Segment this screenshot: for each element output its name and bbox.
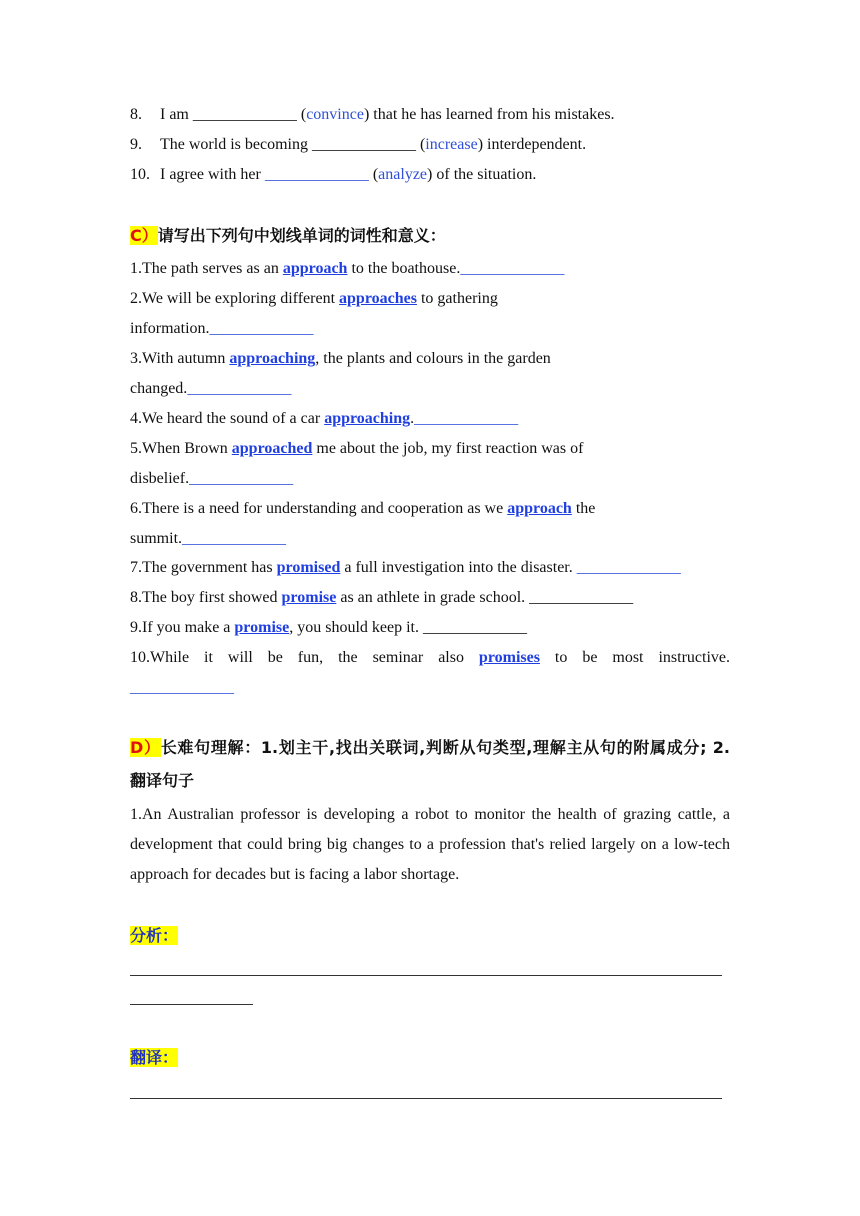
target-word: approach (507, 500, 572, 517)
answer-blank[interactable]: _____________ (529, 589, 634, 606)
answer-blank[interactable]: _____________ (414, 410, 519, 427)
answer-blank[interactable]: _____________ (311, 136, 416, 153)
c-item-2: 2.We will be exploring different approaches to gathering (130, 290, 498, 307)
c-item-10: 10.While it will be fun, the seminar also promises to be most instructive. (130, 649, 730, 666)
answer-blank[interactable]: _____________ (189, 470, 294, 487)
c-item-2-cont: information._____________ (130, 320, 314, 337)
analysis-label: 分析： (130, 926, 179, 945)
section-d-label: D） (130, 738, 161, 757)
section-c-label: C） (130, 226, 158, 245)
section-d-title: 长难句理解：1.划主干,找出关联词,判断从句类型,理解主从句的附属成分; 2. (160, 738, 730, 757)
target-word: promise (234, 619, 290, 636)
translation-answer-line[interactable] (130, 1098, 722, 1099)
c-item-6-cont: summit._____________ (130, 530, 287, 547)
exercise-item-8: 8. I am _____________ (convince) that he has learned from his mistakes. (130, 106, 615, 123)
c-item-5-cont: disbelief._____________ (130, 470, 294, 487)
c-item-7: 7.The government has promised a full investigation into the disaster. _____________ (130, 559, 681, 576)
target-word: promise (281, 589, 337, 606)
answer-blank[interactable]: _____________ (460, 260, 565, 277)
word-hint: analyze (378, 166, 428, 183)
section-c-title: 请写出下列句中划线单词的词性和意义： (157, 226, 446, 245)
answer-blank[interactable]: _____________ (209, 320, 314, 337)
target-word: approached (231, 440, 313, 457)
c-item-6: 6.There is a need for understanding and cooperation as we approach the (130, 500, 596, 517)
c-item-3: 3.With autumn approaching, the plants and colours in the garden (130, 350, 551, 367)
target-word: approach (282, 260, 348, 277)
target-word: promised (276, 559, 341, 576)
answer-blank[interactable]: _____________ (187, 380, 292, 397)
exercise-item-9: 9. The world is becoming _____________ (increase) interdependent. (130, 136, 587, 153)
answer-blank[interactable]: _____________ (192, 106, 297, 123)
answer-blank[interactable]: _____________ (182, 530, 287, 547)
answer-blank[interactable]: _____________ (130, 679, 234, 696)
section-d-heading (130, 738, 730, 758)
c-item-5: 5.When Brown approached me about the job, my first reaction was of (130, 440, 584, 457)
long-sentence: 1.An Australian professor is developing a robot to monitor the health of grazing cattle, a development that could bring big changes to a profession that's relied largely on a low-tech approach for decades but is facing a labor shortage. (130, 806, 730, 883)
c-item-10-cont (130, 678, 730, 698)
c-item-1: 1.The path serves as an approach to the boathouse._____________ (130, 260, 565, 277)
answer-blank[interactable]: _____________ (422, 619, 527, 636)
word-hint: convince (306, 106, 364, 123)
section-c-heading (130, 226, 730, 246)
c-item-8: 8.The boy first showed promise as an athlete in grade school. _____________ (130, 589, 634, 606)
section-d-heading-cont: 翻译句子 (130, 771, 195, 790)
target-word: approaching (229, 350, 316, 367)
target-word: promises (478, 649, 540, 666)
answer-blank[interactable]: _____________ (576, 559, 681, 576)
analysis-answer-line-1[interactable] (130, 975, 722, 976)
translation-label: 翻译： (130, 1048, 179, 1067)
c-item-9: 9.If you make a promise, you should keep it. _____________ (130, 619, 527, 636)
analysis-answer-line-2[interactable] (130, 1004, 253, 1005)
c-item-4: 4.We heard the sound of a car approaching._____________ (130, 410, 519, 427)
exercise-item-10: 10. I agree with her _____________ (analyze) of the situation. (130, 166, 537, 183)
word-hint: increase (425, 136, 478, 153)
target-word: approaches (339, 290, 417, 307)
target-word: approaching (324, 410, 411, 427)
answer-blank[interactable]: _____________ (264, 166, 369, 183)
c-item-3-cont: changed._____________ (130, 380, 292, 397)
